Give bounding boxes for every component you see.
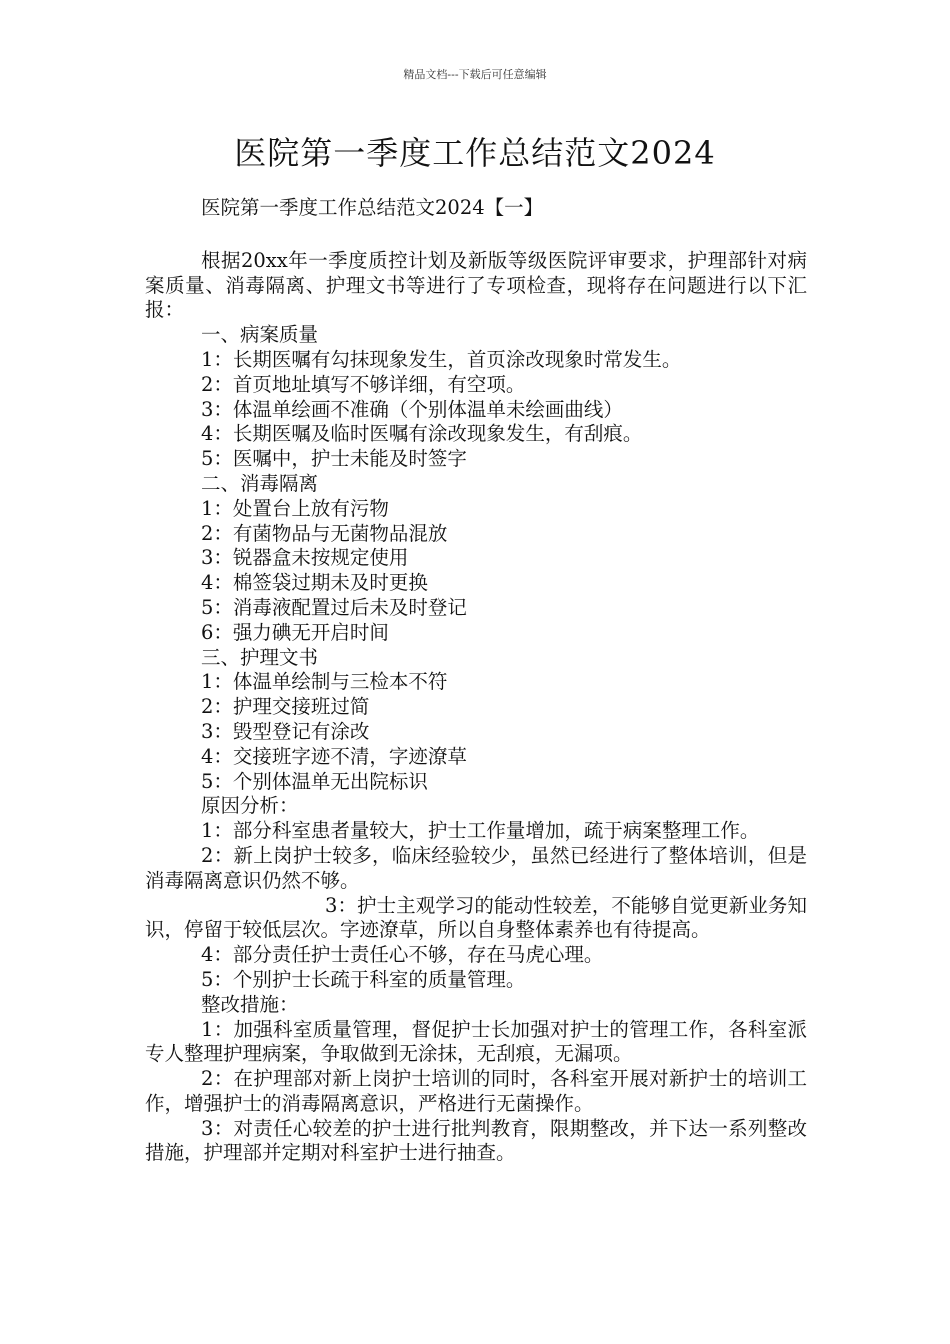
list-item: 3：体温单绘画不准确（个别体温单未绘画曲线） [201, 397, 623, 421]
list-item: 4：棉签袋过期未及时更换 [201, 571, 428, 595]
list-item: 3：锐器盒未按规定使用 [201, 546, 409, 570]
section-heading-measures: 整改措施： [201, 992, 299, 1016]
list-item: 2：护理交接班过简 [201, 695, 370, 719]
analysis-item: 4：部分责任护士责任心不够，存在马虎心理。 [201, 943, 604, 967]
section-heading-nursing-docs: 三、护理文书 [201, 645, 319, 669]
analysis-item: 5：个别护士长疏于科室的质量管理。 [201, 967, 526, 991]
list-item: 4：交接班字迹不清，字迹潦草 [201, 744, 467, 768]
list-item: 5：个别体温单无出院标识 [201, 769, 428, 793]
section-heading-case-quality: 一、病案质量 [201, 323, 319, 347]
list-item: 5：医嘱中，护士未能及时签字 [201, 447, 467, 471]
document-body [145, 196, 807, 1166]
section-heading-analysis: 原因分析： [201, 794, 299, 818]
measure-item: 1：加强科室质量管理，督促护士长加强对护士的管理工作，各科室派专人整理护理病案，争取做到无涂抹，无刮痕，无漏项。 [145, 1017, 807, 1066]
list-item: 2：首页地址填写不够详细，有空项。 [201, 372, 526, 396]
list-item: 4：长期医嘱及临时医嘱有涂改现象发生，有刮痕。 [201, 422, 643, 446]
list-item: 1：长期医嘱有勾抹现象发生，首页涂改现象时常发生。 [201, 347, 682, 371]
analysis-item: 2：新上岗护士较多，临床经验较少，虽然已经进行了整体培训，但是消毒隔离意识仍然不够。 [145, 843, 807, 892]
document-title: 医院第一季度工作总结范文2024 [234, 134, 716, 172]
list-item: 1：体温单绘制与三检本不符 [201, 670, 448, 694]
analysis-item: 1：部分科室患者量较大，护士工作量增加，疏于病案整理工作。 [201, 819, 760, 843]
list-item: 1：处置台上放有污物 [201, 496, 389, 520]
list-item: 3：毁型登记有涂改 [201, 719, 370, 743]
measure-item: 3：对责任心较差的护士进行批判教育，限期整改，并下达一系列整改措施，护理部并定期对科室护士进行抽查。 [145, 1116, 807, 1165]
measure-item: 2：在护理部对新上岗护士培训的同时，各科室开展对新护士的培训工作，增强护士的消毒隔离意识，严格进行无菌操作。 [145, 1067, 807, 1115]
list-item: 6：强力碘无开启时间 [201, 620, 389, 644]
intro-paragraph: 根据20xx年一季度质控计划及新版等级医院评审要求，护理部针对病案质量、消毒隔离、护理文书等进行了专项检查，现将存在问题进行以下汇报： [145, 248, 807, 322]
analysis-item: 3：护士主观学习的能动性较差，不能够自觉更新业务知识，停留于较低层次。字迹潦草，所以自身整体素养也有待提高。 [145, 893, 807, 942]
document-subtitle: 医院第一季度工作总结范文2024【一】 [201, 196, 544, 219]
header-note: 精品文档---下载后可任意编辑 [403, 68, 547, 81]
section-heading-disinfection: 二、消毒隔离 [201, 471, 319, 495]
list-item: 2：有菌物品与无菌物品混放 [201, 521, 448, 545]
list-item: 5：消毒液配置过后未及时登记 [201, 595, 467, 619]
